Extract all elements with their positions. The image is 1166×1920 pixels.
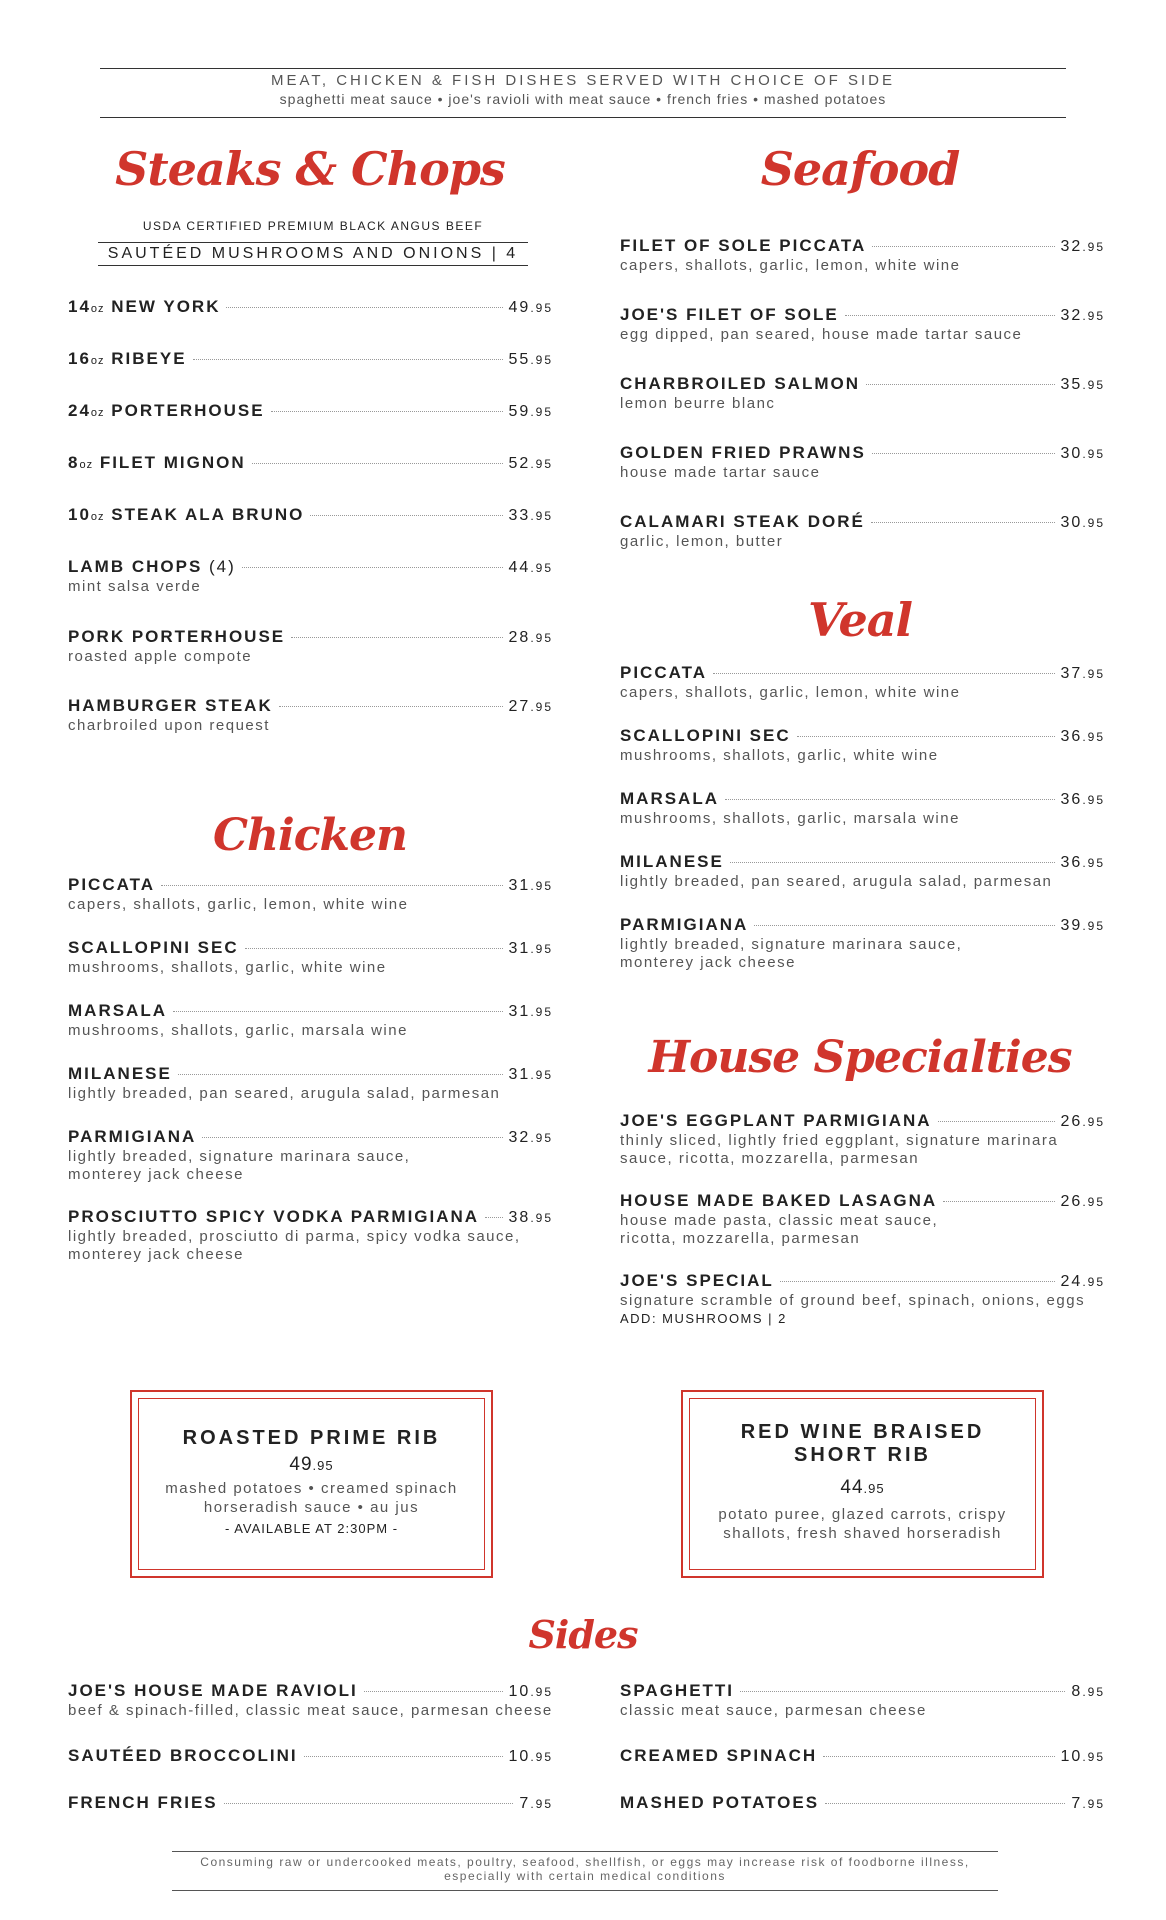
steak-addon: SAUTÉED MUSHROOMS AND ONIONS | 4 (98, 242, 528, 266)
feature-price: 44.95 (840, 1477, 885, 1498)
feature-desc: shallots, fresh shaved horseradish (723, 1525, 1002, 1542)
chicken-title: Chicken (213, 810, 407, 861)
menu-item: 10oz STEAK ALA BRUNO 33.95 (68, 505, 553, 524)
menu-item: PROSCIUTTO SPICY VODKA PARMIGIANA 38.95 lightly breaded, prosciutto di parma, spicy vodka sauce, monterey jack cheese (68, 1207, 553, 1263)
menu-item: LAMB CHOPS (4) 44.95 mint salsa verde (68, 557, 553, 595)
menu-item: 16oz RIBEYE 55.95 (68, 349, 553, 368)
menu-item: SPAGHETTI 8.95 classic meat sauce, parmesan cheese (620, 1681, 1105, 1719)
menu-item: MARSALA 31.95 mushrooms, shallots, garlic, marsala wine (68, 1001, 553, 1039)
food-safety-disclaimer (172, 1851, 998, 1891)
seafood-title: Seafood (760, 142, 960, 196)
menu-item: MARSALA 36.95 mushrooms, shallots, garlic, marsala wine (620, 789, 1105, 827)
disclaimer-line: especially with certain medical conditions (444, 1869, 726, 1883)
feature-price: 49.95 (289, 1454, 334, 1475)
prime-rib-feature (130, 1390, 493, 1578)
feature-title: ROASTED PRIME RIB (182, 1427, 441, 1449)
menu-item: JOE'S HOUSE MADE RAVIOLI 10.95 beef & spinach-filled, classic meat sauce, parmesan cheese (68, 1681, 553, 1719)
menu-item: GOLDEN FRIED PRAWNS 30.95 house made tartar sauce (620, 443, 1105, 481)
feature-title: SHORT RIB (794, 1444, 931, 1466)
menu-item: PARMIGIANA 32.95 lightly breaded, signature marinara sauce, monterey jack cheese (68, 1127, 553, 1183)
menu-item: 14oz NEW YORK 49.95 (68, 297, 553, 316)
feature-title: RED WINE BRAISED (740, 1421, 985, 1443)
menu-item: 24oz PORTERHOUSE 59.95 (68, 401, 553, 420)
menu-item: MILANESE 31.95 lightly breaded, pan seared, arugula salad, parmesan (68, 1064, 553, 1102)
side-choices: spaghetti meat sauce • joe's ravioli with meat sauce • french fries • mashed potatoes (279, 91, 887, 107)
menu-item: SCALLOPINI SEC 36.95 mushrooms, shallots, garlic, white wine (620, 726, 1105, 764)
feature-desc: potato puree, glazed carrots, crispy (718, 1506, 1007, 1523)
menu-item: SCALLOPINI SEC 31.95 mushrooms, shallots, garlic, white wine (68, 938, 553, 976)
feature-desc: mashed potatoes • creamed spinach (165, 1480, 458, 1497)
steaks-title: Steaks & Chops (115, 142, 505, 196)
menu-item: CREAMED SPINACH 10.95 (620, 1746, 1105, 1765)
menu-item: CHARBROILED SALMON 35.95 lemon beurre blanc (620, 374, 1105, 412)
short-rib-feature (681, 1390, 1044, 1578)
menu-item: FRENCH FRIES 7.95 (68, 1793, 553, 1812)
menu-item: MASHED POTATOES 7.95 (620, 1793, 1105, 1812)
menu-item: 8oz FILET MIGNON 52.95 (68, 453, 553, 472)
menu-item: PICCATA 31.95 capers, shallots, garlic, lemon, white wine (68, 875, 553, 913)
menu-item: CALAMARI STEAK DORÉ 30.95 garlic, lemon, butter (620, 512, 1105, 550)
served-with-heading: MEAT, CHICKEN & FISH DISHES SERVED WITH CHOICE OF SIDE (270, 72, 895, 89)
menu-item: PICCATA 37.95 capers, shallots, garlic, lemon, white wine (620, 663, 1105, 701)
menu-item: HOUSE MADE BAKED LASAGNA 26.95 house made pasta, classic meat sauce, ricotta, mozzarella, parmesan (620, 1191, 1105, 1247)
served-with-banner (100, 68, 1066, 118)
menu-item: FILET OF SOLE PICCATA 32.95 capers, shallots, garlic, lemon, white wine (620, 236, 1105, 274)
menu-item: JOE'S FILET OF SOLE 32.95 egg dipped, pan seared, house made tartar sauce (620, 305, 1105, 343)
sides-title: Sides (528, 1612, 638, 1657)
menu-item: MILANESE 36.95 lightly breaded, pan seared, arugula salad, parmesan (620, 852, 1105, 890)
disclaimer-line: Consuming raw or undercooked meats, poultry, seafood, shellfish, or eggs may increase risk of foodborne illness, (200, 1855, 970, 1869)
feature-desc: horseradish sauce • au jus (203, 1499, 420, 1516)
house-specialties-title: House Specialties (648, 1032, 1072, 1083)
menu-item: SAUTÉED BROCCOLINI 10.95 (68, 1746, 553, 1765)
menu-item: JOE'S EGGPLANT PARMIGIANA 26.95 thinly sliced, lightly fried eggplant, signature marinara sauce, ricotta, mozzarella, parmesan (620, 1111, 1105, 1167)
feature-availability: - AVAILABLE AT 2:30PM - (224, 1521, 399, 1536)
usda-note: USDA CERTIFIED PREMIUM BLACK ANGUS BEEF (142, 219, 484, 233)
menu-item: PARMIGIANA 39.95 lightly breaded, signature marinara sauce, monterey jack cheese (620, 915, 1105, 971)
veal-title: Veal (807, 593, 912, 647)
menu-item: JOE'S SPECIAL 24.95 signature scramble of ground beef, spinach, onions, eggs ADD: MUSHROOMS | 2 (620, 1271, 1105, 1326)
menu-item: PORK PORTERHOUSE 28.95 roasted apple compote (68, 627, 553, 665)
menu-item: HAMBURGER STEAK 27.95 charbroiled upon request (68, 696, 553, 734)
